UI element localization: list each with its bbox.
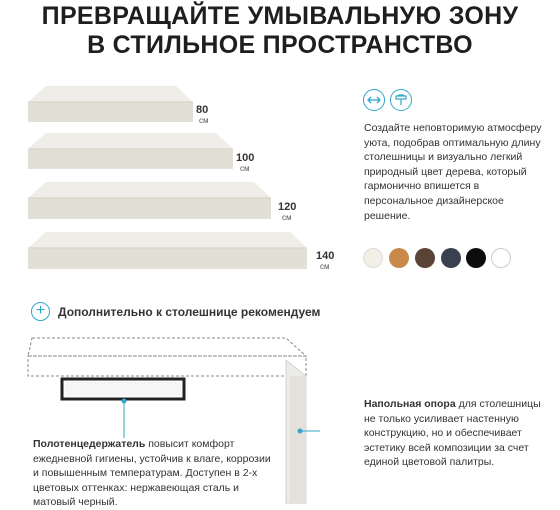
shelf-100 xyxy=(28,133,238,173)
size-120-unit: см xyxy=(282,213,292,222)
title-line-2: В СТИЛЬНОЕ ПРОСТРАНСТВО xyxy=(87,31,473,59)
towel-holder-note xyxy=(33,437,273,510)
color-swatch-white[interactable] xyxy=(491,248,511,268)
color-swatch-walnut[interactable] xyxy=(415,248,435,268)
title-line-1: ПРЕВРАЩАЙТЕ УМЫВАЛЬНУЮ ЗОНУ xyxy=(41,2,519,30)
floor-support-note xyxy=(364,397,544,470)
plus-icon: + xyxy=(31,302,50,321)
shelf-140 xyxy=(28,232,313,272)
color-swatch-light[interactable] xyxy=(363,248,383,268)
size-120-value: 120 xyxy=(278,201,297,213)
towel-holder-name: Полотенцедержатель xyxy=(33,438,146,450)
towel-holder-text: повысит комфорт ежедневной гигиены, устойчив к влаге, коррозии и повышенным температурам. Доступен в 2-х цветовых оттенках: нержавеющая сталь и матовый черный. xyxy=(33,438,271,508)
size-140-unit: см xyxy=(320,262,330,271)
size-100-value: 100 xyxy=(236,152,255,164)
page-title xyxy=(0,2,560,60)
faucet-icon xyxy=(390,89,412,111)
resize-arrows-icon xyxy=(363,89,385,111)
size-80-value: 80 xyxy=(196,104,209,116)
color-swatch-graphite[interactable] xyxy=(441,248,461,268)
description-text: Создайте неповторимую атмосферу уюта, подобрав оптимальную длину столешницы и визуально легкий природный цвет дерева, который гармонично впишется в персональное дизайнерское решение. xyxy=(364,122,542,222)
floor-support-text: для столешницы не только усиливает настенную конструкцию, но и обеспечивает эстетику всей композиции за счет единой цветовой палитры. xyxy=(364,398,541,468)
shelf-120 xyxy=(28,182,278,222)
color-swatch-oak[interactable] xyxy=(389,248,409,268)
shelf-80 xyxy=(28,86,198,126)
floor-support-name: Напольная опора xyxy=(364,398,456,410)
recommend-title: Дополнительно к столешнице рекомендуем xyxy=(58,305,321,319)
size-100-unit: см xyxy=(240,164,250,173)
size-140-value: 140 xyxy=(316,250,335,262)
size-80-unit: см xyxy=(199,116,209,125)
color-swatch-black[interactable] xyxy=(466,248,486,268)
